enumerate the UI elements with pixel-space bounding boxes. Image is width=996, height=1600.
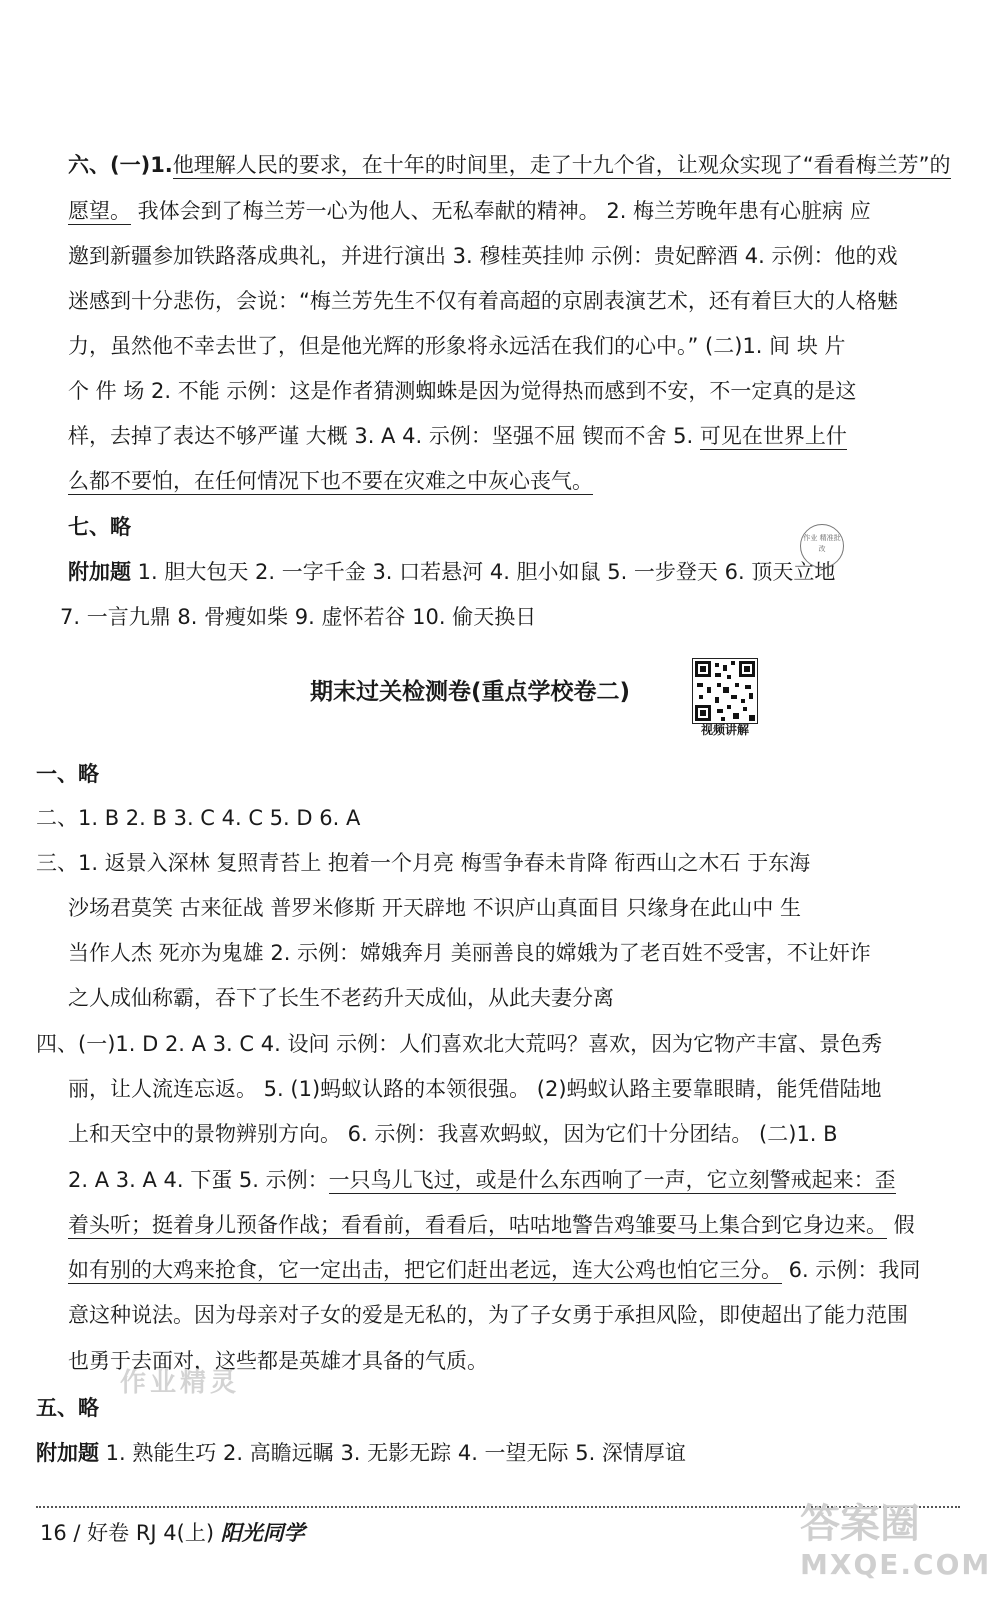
bonus-label: 附加题	[36, 1441, 99, 1465]
underlined-answer: 他理解人民的要求，在十年的时间里，走了十九个省，让观众实现了“看看梅兰芳”的	[172, 153, 951, 177]
answer-text: 1. 胆大包天 2. 一字千金 3. 口若悬河 4. 胆小如鼠 5. 一步登天 6. 顶天立地	[131, 560, 836, 584]
answer-line: 三、1. 返景入深林 复照青苔上 抱着一个月亮 梅雪争春未肯降 衔西山之木石 于东海	[36, 851, 811, 875]
bonus-label: 附加题	[68, 560, 131, 584]
page-footer	[40, 1518, 305, 1548]
answer-line: 力，虽然他不幸去世了，但是他光辉的形象将永远活在我们的心中。” (二)1. 间 块 片	[68, 334, 846, 358]
answer-text: 1. 熟能生巧 2. 高瞻远瞩 3. 无影无踪 4. 一望无际 5. 深情厚谊	[99, 1441, 686, 1465]
logo-en: MXQE.COM	[800, 1548, 992, 1581]
brand-logo: 阳光同学	[220, 1521, 305, 1545]
answer-line: 上和天空中的景物辨别方向。 6. 示例：我喜欢蚂蚁，因为它们十分团结。 (二)1. B	[68, 1122, 838, 1146]
answer-line	[68, 196, 958, 226]
answer-text: 假	[887, 1213, 915, 1237]
answer-line: 二、1. B 2. B 3. C 4. C 5. D 6. A	[36, 806, 361, 830]
answer-line	[36, 1438, 926, 1468]
answer-line	[68, 1255, 958, 1285]
qr-label: 视频讲解	[700, 723, 749, 737]
underlined-answer: 愿望。	[68, 199, 131, 223]
answer-line	[68, 150, 958, 180]
qr-code-icon[interactable]	[692, 658, 758, 724]
site-logo-watermark	[800, 1500, 992, 1592]
answer-line: 意这种说法。因为母亲对子女的爱是无私的，为了子女勇于承担风险，即使超出了能力范围	[68, 1303, 908, 1327]
answer-line	[68, 1210, 958, 1240]
answer-line: 之人成仙称霸，吞下了长生不老药升天成仙，从此夫妻分离	[68, 986, 614, 1010]
underlined-answer: 着头听；挺着身儿预备作战；看看前，看看后，咕咕地警告鸡雏要马上集合到它身边来。	[68, 1213, 887, 1237]
underlined-answer: 可见在世界上什	[699, 424, 847, 448]
footer-text: 16 / 好卷 RJ 4(上)	[40, 1521, 221, 1545]
stamp-text: 作业 精准批改	[803, 534, 841, 553]
underlined-answer: 么都不要怕，在任何情况下也不要在灾难之中灰心丧气。	[68, 469, 593, 493]
answer-line	[68, 421, 958, 451]
stamp-icon	[800, 524, 844, 568]
answer-line: 迷感到十分悲伤，会说：“梅兰芳先生不仅有着高超的京剧表演艺术，还有着巨大的人格魅	[68, 289, 898, 313]
answer-line	[68, 466, 958, 496]
section-heading: 一、略	[36, 762, 99, 786]
answer-text: 6. 示例：我同	[782, 1258, 921, 1282]
section-heading: 七、略	[68, 515, 131, 539]
underlined-answer: 如有别的大鸡来抢食，它一定出击，把它们赶出老远，连大公鸡也怕它三分。	[68, 1258, 782, 1282]
answer-line: 当作人杰 死亦为鬼雄 2. 示例：嫦娥奔月 美丽善良的嫦娥为了老百姓不受害，不让奸诈	[68, 941, 871, 965]
answer-line: 沙场君莫笑 古来征战 普罗米修斯 开天辟地 不识庐山真面目 只缘身在此山中 生	[68, 896, 802, 920]
section-number: 六、(一)1.	[68, 153, 173, 177]
answer-line: 四、(一)1. D 2. A 3. C 4. 设问 示例：人们喜欢北大荒吗？喜欢，因为它物产丰富、景色秀	[36, 1032, 883, 1056]
answer-line: 丽，让人流连忘返。 5. (1)蚂蚁认路的本领很强。 (2)蚂蚁认路主要靠眼睛，能凭借陆地	[68, 1077, 882, 1101]
answer-line	[68, 1165, 958, 1195]
answer-text: 2. A 3. A 4. 下蛋 5. 示例：	[68, 1168, 329, 1192]
section-heading: 五、略	[36, 1396, 99, 1420]
answer-line: 也勇于去面对，这些都是英雄才具备的气质。	[68, 1349, 488, 1373]
underlined-answer: 一只鸟儿飞过，或是什么东西响了一声，它立刻警戒起来：歪	[328, 1168, 896, 1192]
answer-text: 样，去掉了表达不够严谨 大概 3. A 4. 示例：坚强不屈 锲而不舍 5.	[68, 424, 700, 448]
page-title: 期末过关检测卷(重点学校卷二)	[310, 679, 631, 705]
answer-line: 邀到新疆参加铁路落成典礼，并进行演出 3. 穆桂英挂帅 示例：贵妃醉酒 4. 示例：他的戏	[68, 244, 898, 268]
answer-line: 个 件 场 2. 不能 示例：这是作者猜测蜘蛛是因为觉得热而感到不安，不一定真的是这	[68, 379, 857, 403]
logo-cn: 答案圈	[800, 1501, 920, 1547]
watermark: 作业精灵	[120, 1368, 241, 1398]
answer-line: 7. 一言九鼎 8. 骨瘦如柴 9. 虚怀若谷 10. 偷天换日	[60, 605, 537, 629]
answer-text: 我体会到了梅兰芳一心为他人、无私奉献的精神。 2. 梅兰芳晚年患有心脏病 应	[131, 199, 871, 223]
